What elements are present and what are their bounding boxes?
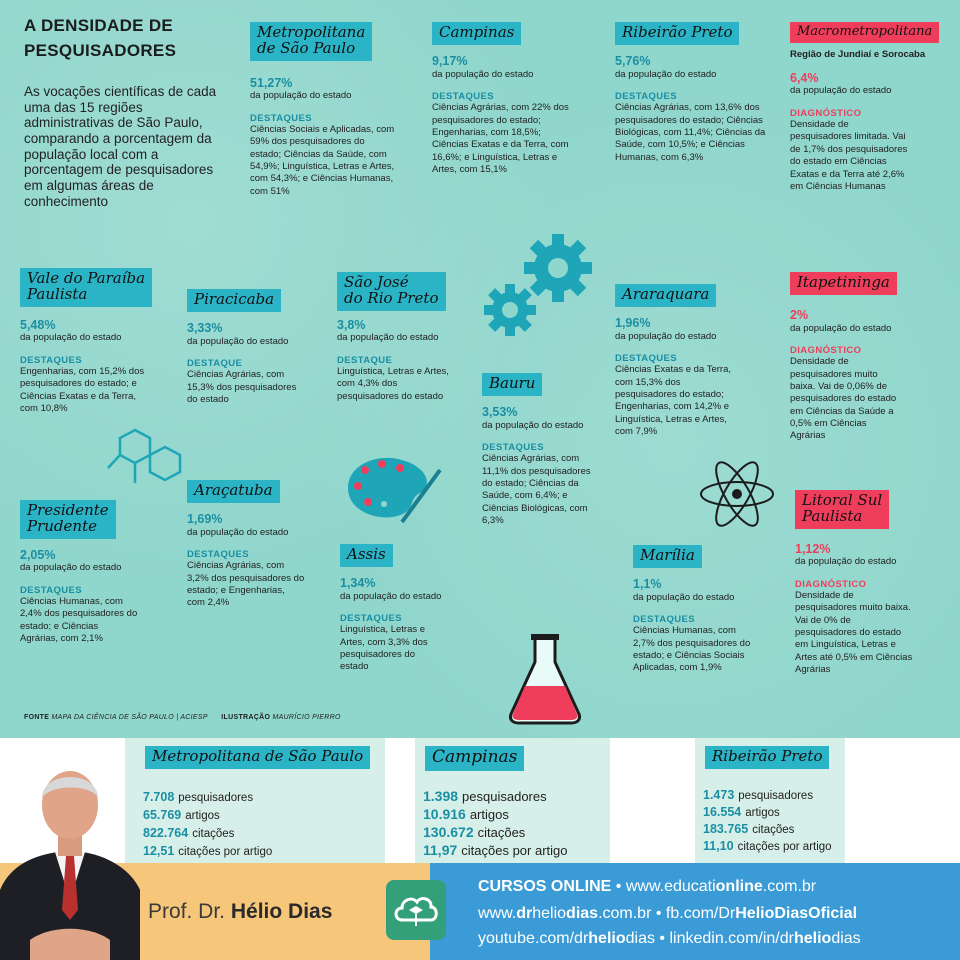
footer-line-courses[interactable]: CURSOS ONLINE • www.educationline.com.br — [478, 878, 817, 895]
region-heading: DESTAQUE — [337, 354, 393, 366]
region-pct: 3,8% — [337, 317, 366, 332]
region-heading: DESTAQUES — [633, 613, 696, 625]
region-tag: Bauru — [482, 373, 542, 396]
stats-line: 12,51 citações por artigo — [143, 844, 273, 858]
region-sub: da população do estado — [20, 562, 122, 574]
region-sub: da população do estado — [482, 419, 584, 431]
region-heading: DIAGNÓSTICO — [790, 107, 862, 119]
palette-icon — [340, 448, 445, 528]
region-sub: da população do estado — [337, 332, 439, 344]
region-tag: Vale do Paraíba Paulista — [20, 268, 152, 307]
professor-photo — [0, 760, 140, 960]
stats-line: 65.769 artigos — [143, 808, 220, 822]
stats-tag: Ribeirão Preto — [705, 746, 829, 769]
region-tag: São José do Rio Preto — [337, 272, 446, 311]
stats-line: 16.554 artigos — [703, 805, 780, 819]
region-tag: Araraquara — [615, 284, 716, 307]
region-sub: da população do estado — [187, 335, 289, 347]
region-heading: DESTAQUES — [20, 584, 83, 596]
region-pct: 2,05% — [20, 547, 56, 562]
region-campinas — [432, 22, 582, 176]
cloud-icon — [386, 880, 446, 940]
title-line-2: PESQUISADORES — [24, 40, 177, 60]
region-sub: da população do estado — [790, 85, 892, 97]
region-araraquara — [615, 284, 765, 438]
page-title — [24, 14, 234, 63]
stats-line: 11,97 citações por artigo — [423, 842, 568, 858]
intro-text: As vocações científicas de cada uma das 15 regiões administrativas de São Paulo, comparando a porcentagem da população local com a porcentagem de pesquisadores em algumas áreas de conhecimento — [24, 84, 217, 209]
region-pct: 1,1% — [633, 576, 662, 591]
region-tag: Ribeirão Preto — [615, 22, 739, 45]
stats-line: 1.473 pesquisadores — [703, 788, 814, 802]
region-pct: 2% — [790, 307, 809, 322]
region-text: Ciências Agrárias, com 11,1% dos pesquisadores do estado; Ciências da Saúde, com 6,4%; e Ciências Biológicas, com 6,3% — [482, 453, 591, 526]
region-tag: Araçatuba — [187, 480, 280, 503]
stats-box-campinas — [415, 738, 610, 863]
region-macrometropolitana — [790, 22, 955, 193]
region-litoral-sul-paulista — [795, 490, 935, 676]
region-pct: 1,69% — [187, 511, 223, 526]
region-text: Densidade de pesquisadores muito baixa. Vai de 0% de pesquisadores do estado em Linguística, Letras e Artes até 0,5% em Ciências Agrárias — [795, 589, 913, 676]
region-pct: 3,53% — [482, 404, 518, 419]
region-heading: DESTAQUES — [187, 548, 250, 560]
region-heading: DESTAQUES — [482, 441, 545, 453]
region-tag: Marília — [633, 545, 702, 568]
region-sub: da população do estado — [615, 330, 717, 342]
region-pct: 5,76% — [615, 53, 651, 68]
region-sub: da população do estado — [340, 590, 442, 602]
stats-box-ribeirao-preto — [695, 738, 845, 863]
region-text: Densidade de pesquisadores limitada. Vai de 1,7% dos pesquisadores do estado em Ciências Exatas e da Terra até 2,6% em Ciências Humanas — [790, 119, 908, 192]
region-text: Ciências Exatas e da Terra, com 15,3% dos pesquisadores do estado; Engenharias, com 14,2% e Linguística, Letras e Artes, com 7,9% — [615, 364, 731, 437]
region-itapetininga — [790, 272, 930, 443]
region-aracatuba — [187, 480, 317, 610]
region-heading: DIAGNÓSTICO — [795, 578, 867, 590]
region-piracicaba — [187, 289, 307, 406]
molecule-icon — [100, 428, 190, 488]
region-sub: da população do estado — [795, 556, 897, 568]
stats-box-metropolitana — [125, 738, 385, 863]
region-pct: 5,48% — [20, 317, 56, 332]
region-heading: DESTAQUES — [20, 354, 83, 366]
region-pct: 1,34% — [340, 575, 376, 590]
region-pct: 3,33% — [187, 320, 223, 335]
credits: FONTE MAPA DA CIÊNCIA DE SÃO PAULO | ACIESP ILUSTRAÇÃO MAURÍCIO PIERRO — [24, 714, 341, 721]
flask-icon — [505, 630, 585, 725]
region-pct: 1,96% — [615, 315, 651, 330]
footer-line-site-facebook[interactable]: www.drheliodias.com.br • fb.com/DrHelioDiasOficial — [478, 905, 858, 922]
region-tag: Itapetininga — [790, 272, 897, 295]
region-tag: Presidente Prudente — [20, 500, 116, 539]
region-sao-jose-do-rio-preto — [337, 272, 467, 403]
region-tag: Campinas — [432, 22, 521, 45]
region-text: Linguística, Letras e Artes, com 3,3% dos pesquisadores do estado — [340, 624, 428, 673]
region-vale-do-paraiba — [20, 268, 170, 415]
region-assis — [340, 544, 470, 674]
region-ribeirao-preto — [615, 22, 780, 164]
region-sub: da população do estado — [790, 322, 892, 334]
stats-line: 1.398 pesquisadores — [423, 788, 547, 804]
region-pct: 51,27% — [250, 75, 293, 90]
region-text: Ciências Agrárias, com 15,3% dos pesquisadores do estado — [187, 369, 297, 405]
region-text: Ciências Sociais e Aplicadas, com 59% dos pesquisadores do estado; Ciências da Saúde, com 54,9%; Linguística, Letras e Artes, com 54,3%; e Ciências Humanas, com 51% — [250, 123, 395, 197]
stats-line: 10.916 artigos — [423, 806, 509, 822]
region-heading: DESTAQUES — [432, 90, 495, 102]
region-heading: DESTAQUE — [187, 357, 243, 369]
region-presidente-prudente — [20, 500, 160, 645]
region-heading: DESTAQUES — [250, 112, 313, 124]
region-tag: Macrometropolitana — [790, 22, 939, 43]
cloud-logo — [386, 880, 446, 940]
region-text: Engenharias, com 15,2% dos pesquisadores do estado; e Ciências Exatas e da Terra, com 10,8% — [20, 365, 145, 415]
region-sub: da população do estado — [250, 90, 352, 102]
footer-line-youtube-linkedin[interactable]: youtube.com/drheliodias • linkedin.com/in/drheliodias — [478, 930, 861, 947]
professor-name: Prof. Dr. Hélio Dias — [148, 900, 333, 923]
region-heading: DESTAQUES — [615, 90, 678, 102]
region-marilia — [633, 545, 773, 675]
region-pct: 1,12% — [795, 541, 831, 556]
stats-line: 183.765 citações — [703, 822, 795, 836]
region-sub: da população do estado — [615, 68, 717, 80]
region-pct: 6,4% — [790, 70, 819, 85]
region-sub: da população do estado — [20, 332, 122, 344]
stats-line: 130.672 citações — [423, 824, 526, 840]
region-sub: da população do estado — [633, 591, 735, 603]
region-text: Densidade de pesquisadores muito baixa. Vai de 0,06% de pesquisadores do estado em Ciências da Saúde a 0,5% em Ciências Agrárias — [790, 356, 897, 442]
region-text: Linguística, Letras e Artes, com 4,3% dos pesquisadores do estado — [337, 365, 449, 402]
region-sub: da população do estado — [432, 68, 534, 80]
title-line-1: A DENSIDADE DE — [24, 16, 174, 35]
region-metropolitana — [250, 22, 410, 198]
stats-tag: Campinas — [425, 746, 524, 771]
region-heading: DESTAQUES — [340, 612, 403, 624]
region-heading: DESTAQUES — [615, 352, 678, 364]
region-tag: Assis — [340, 544, 393, 567]
region-tag: Metropolitana de São Paulo — [250, 22, 372, 61]
region-text: Ciências Agrárias, com 22% dos pesquisadores do estado; Engenharias, com 18,5%; Ciências Exatas e da Terra, com 16,6%; e Linguística, Letras e Artes, com 15,1% — [432, 102, 569, 175]
region-tag: Litoral Sul Paulista — [795, 490, 889, 529]
stats-tag: Metropolitana de São Paulo — [145, 746, 370, 769]
region-sub: da população do estado — [187, 526, 289, 538]
region-heading: DIAGNÓSTICO — [790, 344, 862, 356]
region-text: Ciências Humanas, com 2,7% dos pesquisadores do estado; e Ciências Sociais Aplicadas, com 1,9% — [633, 625, 751, 674]
gears-icon — [480, 228, 600, 343]
region-subtitle: Região de Jundiaí e Sorocaba — [790, 48, 926, 60]
stats-line: 822.764 citações — [143, 826, 235, 840]
region-bauru — [482, 373, 602, 527]
atom-icon — [698, 455, 776, 533]
region-text: Ciências Humanas, com 2,4% dos pesquisadores do estado; e Ciências Agrárias, com 2,1% — [20, 595, 138, 645]
region-tag: Piracicaba — [187, 289, 281, 312]
stats-line: 7.708 pesquisadores — [143, 790, 254, 804]
region-text: Ciências Agrárias, com 13,6% dos pesquisadores do estado; Ciências Biológicas, com 11,4%; Ciências da Saúde, com 10,5%; e Ciências Humanas, com 6,3% — [615, 102, 766, 163]
region-pct: 9,17% — [432, 53, 468, 68]
stats-line: 11,10 citações por artigo — [703, 839, 832, 853]
region-text: Ciências Agrárias, com 3,2% dos pesquisadores do estado; e Engenharias, com 2,4% — [187, 560, 305, 609]
